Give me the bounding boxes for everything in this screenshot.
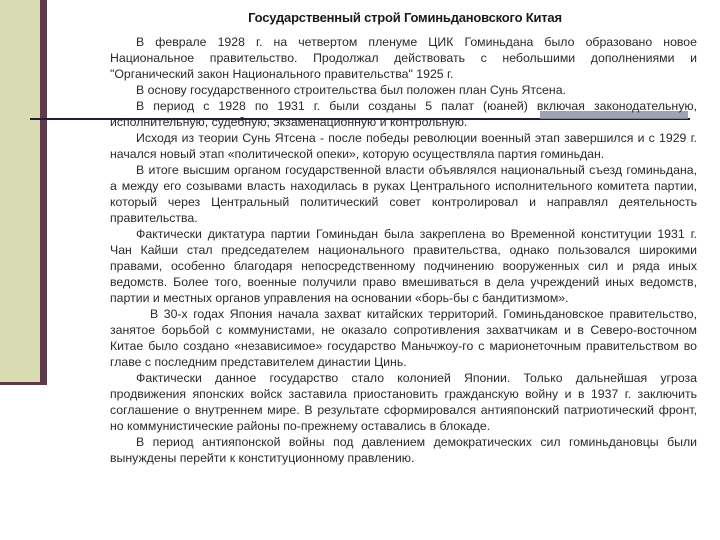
paragraph-5: В итоге высшим органом государственной власти объявлялся национальный съезд гоминьдана, а между его созывами власть находилась в руках Центрального исполнительного комитета партии, который через Центральный политический совет контролировал и направлял деятельность правительства. bbox=[110, 163, 697, 225]
paragraph-9: В период антияпонской войны под давлением демократических сил гоминьдановцы были вынуждены перейти к конституционному правлению. bbox=[110, 435, 697, 465]
paragraph-8: Фактически данное государство стало колонией Японии. Только дальнейшая угроза продвижения японских войск заставила приостановить гражданскую войну и в 1937 г. заключить соглашение о внутреннем мире. В результате сформировался антияпонский патриотический фронт, но коммунистические районы по-прежнему оставались в блокаде. bbox=[110, 371, 697, 433]
paragraph-4: Исходя из теории Сунь Ятсена - после победы революции военный этап завершился и с 1929 г. начался новый этап «политической опеки», которую осуществляла партия гоминьдан. bbox=[110, 131, 697, 161]
paragraph-2: В основу государственного строительства был положен план Сунь Ятсена. bbox=[136, 83, 566, 97]
page-title: Государственный строй Гоминьдановского Китая bbox=[248, 10, 562, 25]
left-decorative-bar bbox=[40, 0, 47, 382]
left-bottom-rule bbox=[0, 382, 47, 385]
left-decorative-band bbox=[0, 0, 40, 382]
paragraph-3: В период с 1928 по 1931 г. были созданы 5 палат (юаней) включая законодательную, исполнительную, судебную, экзаменационную и контрольную. bbox=[110, 99, 697, 129]
paragraph-1: В феврале 1928 г. на четвертом пленуме ЦИК Гоминьдана было образовано новое Национальное правительство. Продолжал действовать с небольшими дополнениями и "Органический закон Национального правительства" 1925 г. bbox=[110, 35, 697, 81]
document-body bbox=[110, 34, 697, 466]
paragraph-7: В 30-х годах Япония начала захват китайских территорий. Гоминьдановское правительство, занятое борьбой с коммунистами, не оказало сопротивления захватчикам и в Северо-восточном Китае было создано «независимое» государство Маньчжоу-го с марионеточным правительством во главе с последним представителем династии Цинь. bbox=[110, 307, 697, 369]
paragraph-6: Фактически диктатура партии Гоминьдан была закреплена во Временной конституции 1931 г. Чан Кайши стал председателем национального правительства, однако пользовался широкими правами, особенно благодаря непосредственному подчинению вооруженных сил и ряда иных ведомств. Более того, военные получили право вмешиваться в дела учреждений иных ведомств, партии и местных органов управления на основании «борь-бы с бандитизмом». bbox=[110, 227, 697, 305]
